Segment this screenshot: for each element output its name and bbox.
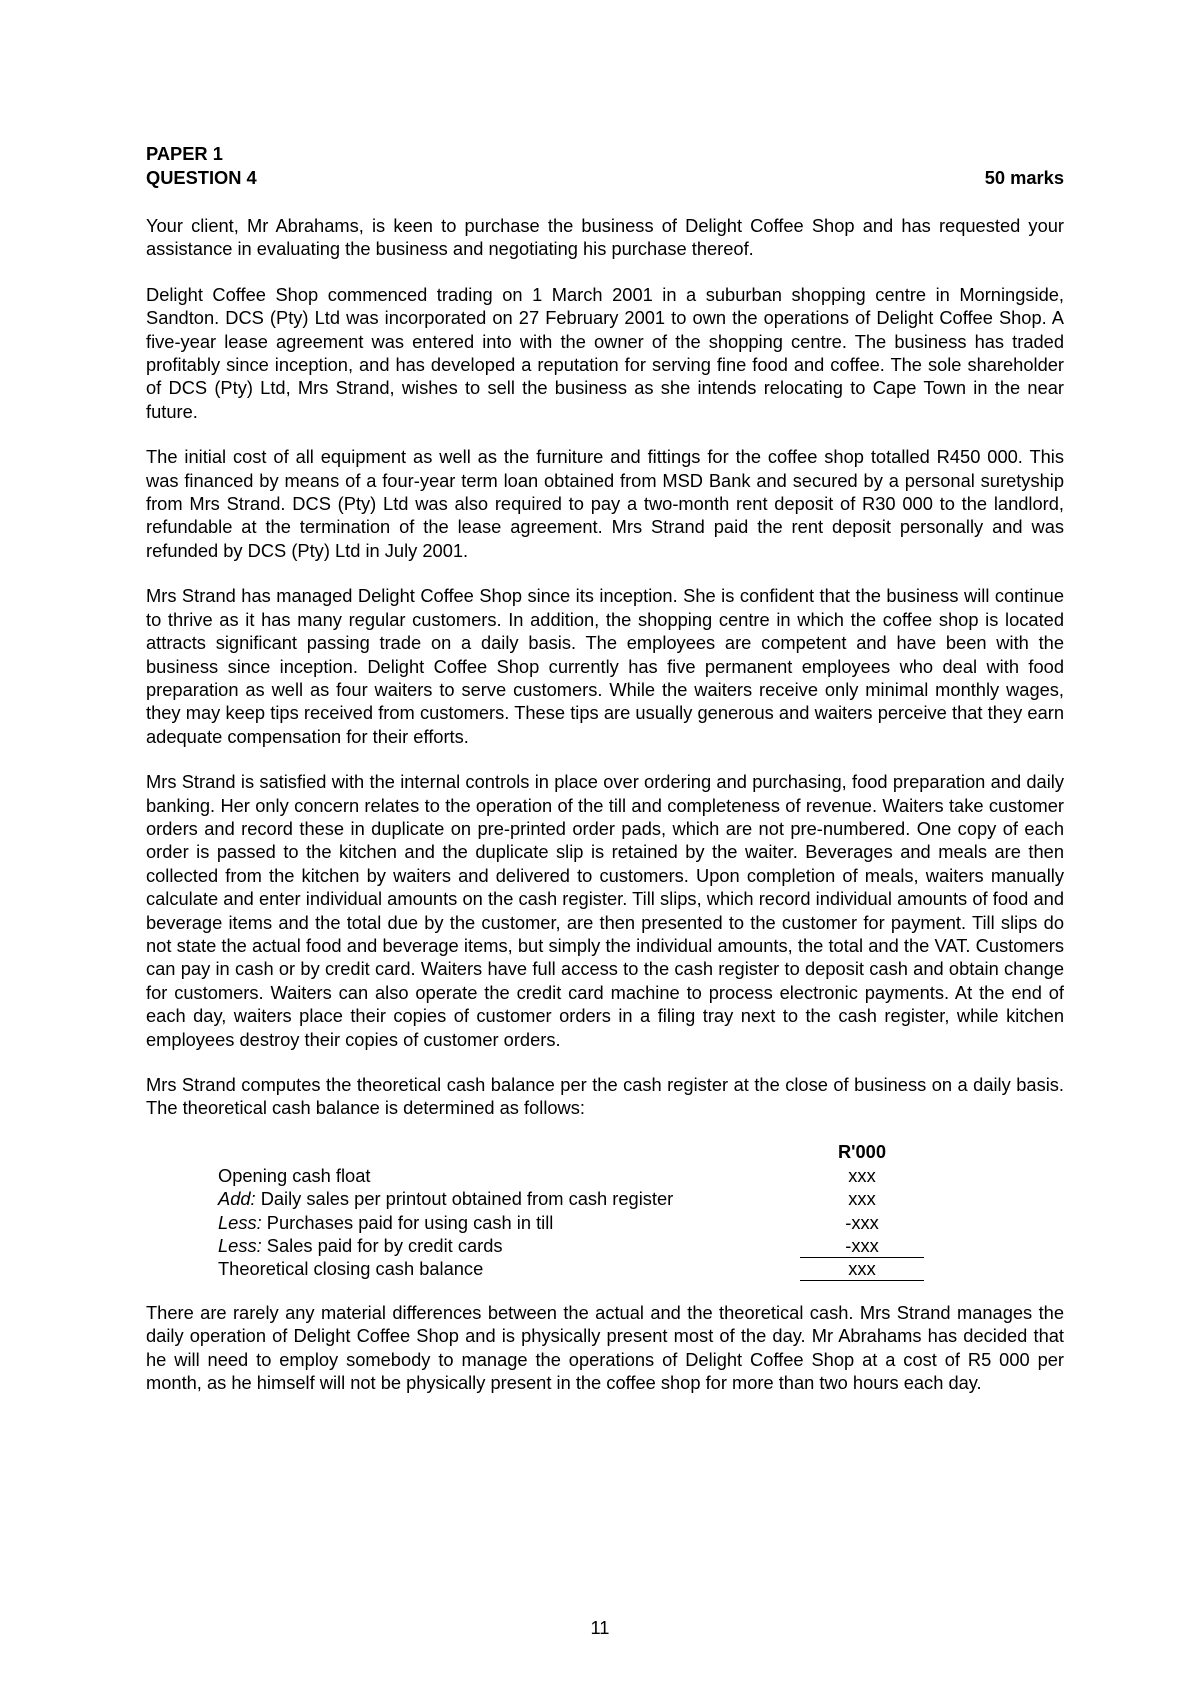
row-value: -xxx (845, 1211, 879, 1233)
row-value: xxx (848, 1164, 876, 1186)
document-page (146, 142, 1064, 1394)
question-header-row (146, 166, 1064, 190)
paragraph-internal-controls: Mrs Strand is satisfied with the internal controls in place over ordering and purchasing, food preparation and daily banking. Her only concern relates to the operation of the till and completeness of revenue. Waiters take customer orders and record these in duplicate on pre-printed order pads, which are not pre-numbered. One copy of each order is passed to the kitchen and the duplicate slip is retained by the waiter. Beverages and meals are then collected from the kitchen by waiters and delivered to customers. Upon completion of meals, waiters manually calculate and enter individual amounts on the cash register. Till slips, which record individual amounts of food and beverage items and the total due by the customer, are then presented to the customer for payment. Till slips do not state the actual food and beverage items, but simply the individual amounts, the total and the VAT. Customers can pay in cash or by credit card. Waiters have full access to the cash register to deposit cash and obtain change for customers. Waiters can also operate the credit card machine to process electronic payments. At the end of each day, waiters place their copies of customer orders in a filing tray next to the cash register, while kitchen employees destroy their copies of customer orders. (146, 771, 1064, 1050)
paragraph-background: Delight Coffee Shop commenced trading on 1 March 2001 in a suburban shopping centre in Morningside, Sandton. DCS (Pty) Ltd was incorporated on 27 February 2001 to own the operations of Delight Coffee Shop. A five-year lease agreement was entered into with the owner of the shopping centre. The business has traded profitably since inception, and has developed a reputation for serving fine food and coffee. The sole shareholder of DCS (Pty) Ltd, Mrs Strand, wishes to sell the business as she intends relocating to Cape Town in the near future. (146, 283, 1064, 422)
row-label: Less: Sales paid for by credit cards (218, 1234, 503, 1256)
calculation-row (218, 1187, 998, 1210)
paragraph-theoretical-cash: Mrs Strand computes the theoretical cash balance per the cash register at the close of business on a daily basis. The theoretical cash balance is determined as follows: (146, 1074, 1064, 1119)
calculation-total-row (218, 1257, 998, 1280)
calculation-header (218, 1140, 998, 1164)
column-header-rands: R'000 (837, 1140, 887, 1162)
cash-balance-calculation (218, 1140, 998, 1281)
row-value: xxx (848, 1188, 876, 1210)
row-label: Theoretical closing cash balance (218, 1258, 484, 1280)
paper-title: PAPER 1 (146, 143, 223, 164)
row-label: Add: Daily sales per printout obtained from cash register (218, 1188, 674, 1210)
paragraph-financing: The initial cost of all equipment as well as the furniture and fittings for the coffee shop totalled R450 000. This was financed by means of a four-year term loan obtained from MSD Bank and secured by a personal suretyship from Mrs Strand. DCS (Pty) Ltd was also required to pay a two-month rent deposit of R30 000 to the landlord, refundable at the termination of the lease agreement. Mrs Strand paid the rent deposit personally and was refunded by DCS (Pty) Ltd in July 2001. (146, 446, 1064, 561)
question-marks: 50 marks (984, 167, 1064, 188)
calculation-row (218, 1211, 998, 1234)
page-number: 11 (590, 1617, 610, 1638)
paragraph-new-manager: There are rarely any material differences between the actual and the theoretical cash. Mrs Strand manages the daily operation of Delight Coffee Shop and is physically present most of the day. Mr Abrahams has decided that he will need to employ somebody to manage the operations of Delight Coffee Shop at a cost of R5 000 per month, as he himself will not be physically present in the coffee shop for more than two hours each day. (146, 1301, 1064, 1393)
row-prefix: Add: (218, 1188, 256, 1210)
row-value: -xxx (800, 1234, 924, 1258)
row-total-value: xxx (800, 1257, 924, 1281)
row-label: Opening cash float (218, 1164, 371, 1186)
paragraph-intro: Your client, Mr Abrahams, is keen to purchase the business of Delight Coffee Shop and has requested your assistance in evaluating the business and negotiating his purchase thereof. (146, 215, 1064, 260)
paragraph-management: Mrs Strand has managed Delight Coffee Shop since its inception. She is confident that the business will continue to thrive as it has many regular customers. In addition, the shopping centre in which the coffee shop is located attracts significant passing trade on a daily basis. The employees are competent and have been with the business since inception. Delight Coffee Shop currently has five permanent employees who deal with food preparation as well as four waiters to serve customers. While the waiters receive only minimal monthly wages, they may keep tips received from customers. These tips are usually generous and waiters perceive that they earn adequate compensation for their efforts. (146, 585, 1064, 747)
row-prefix: Less: (218, 1211, 262, 1233)
row-label: Less: Purchases paid for using cash in till (218, 1211, 554, 1233)
row-prefix: Less: (218, 1234, 262, 1256)
calculation-row (218, 1234, 998, 1257)
question-title: QUESTION 4 (146, 167, 257, 188)
calculation-row (218, 1164, 998, 1187)
